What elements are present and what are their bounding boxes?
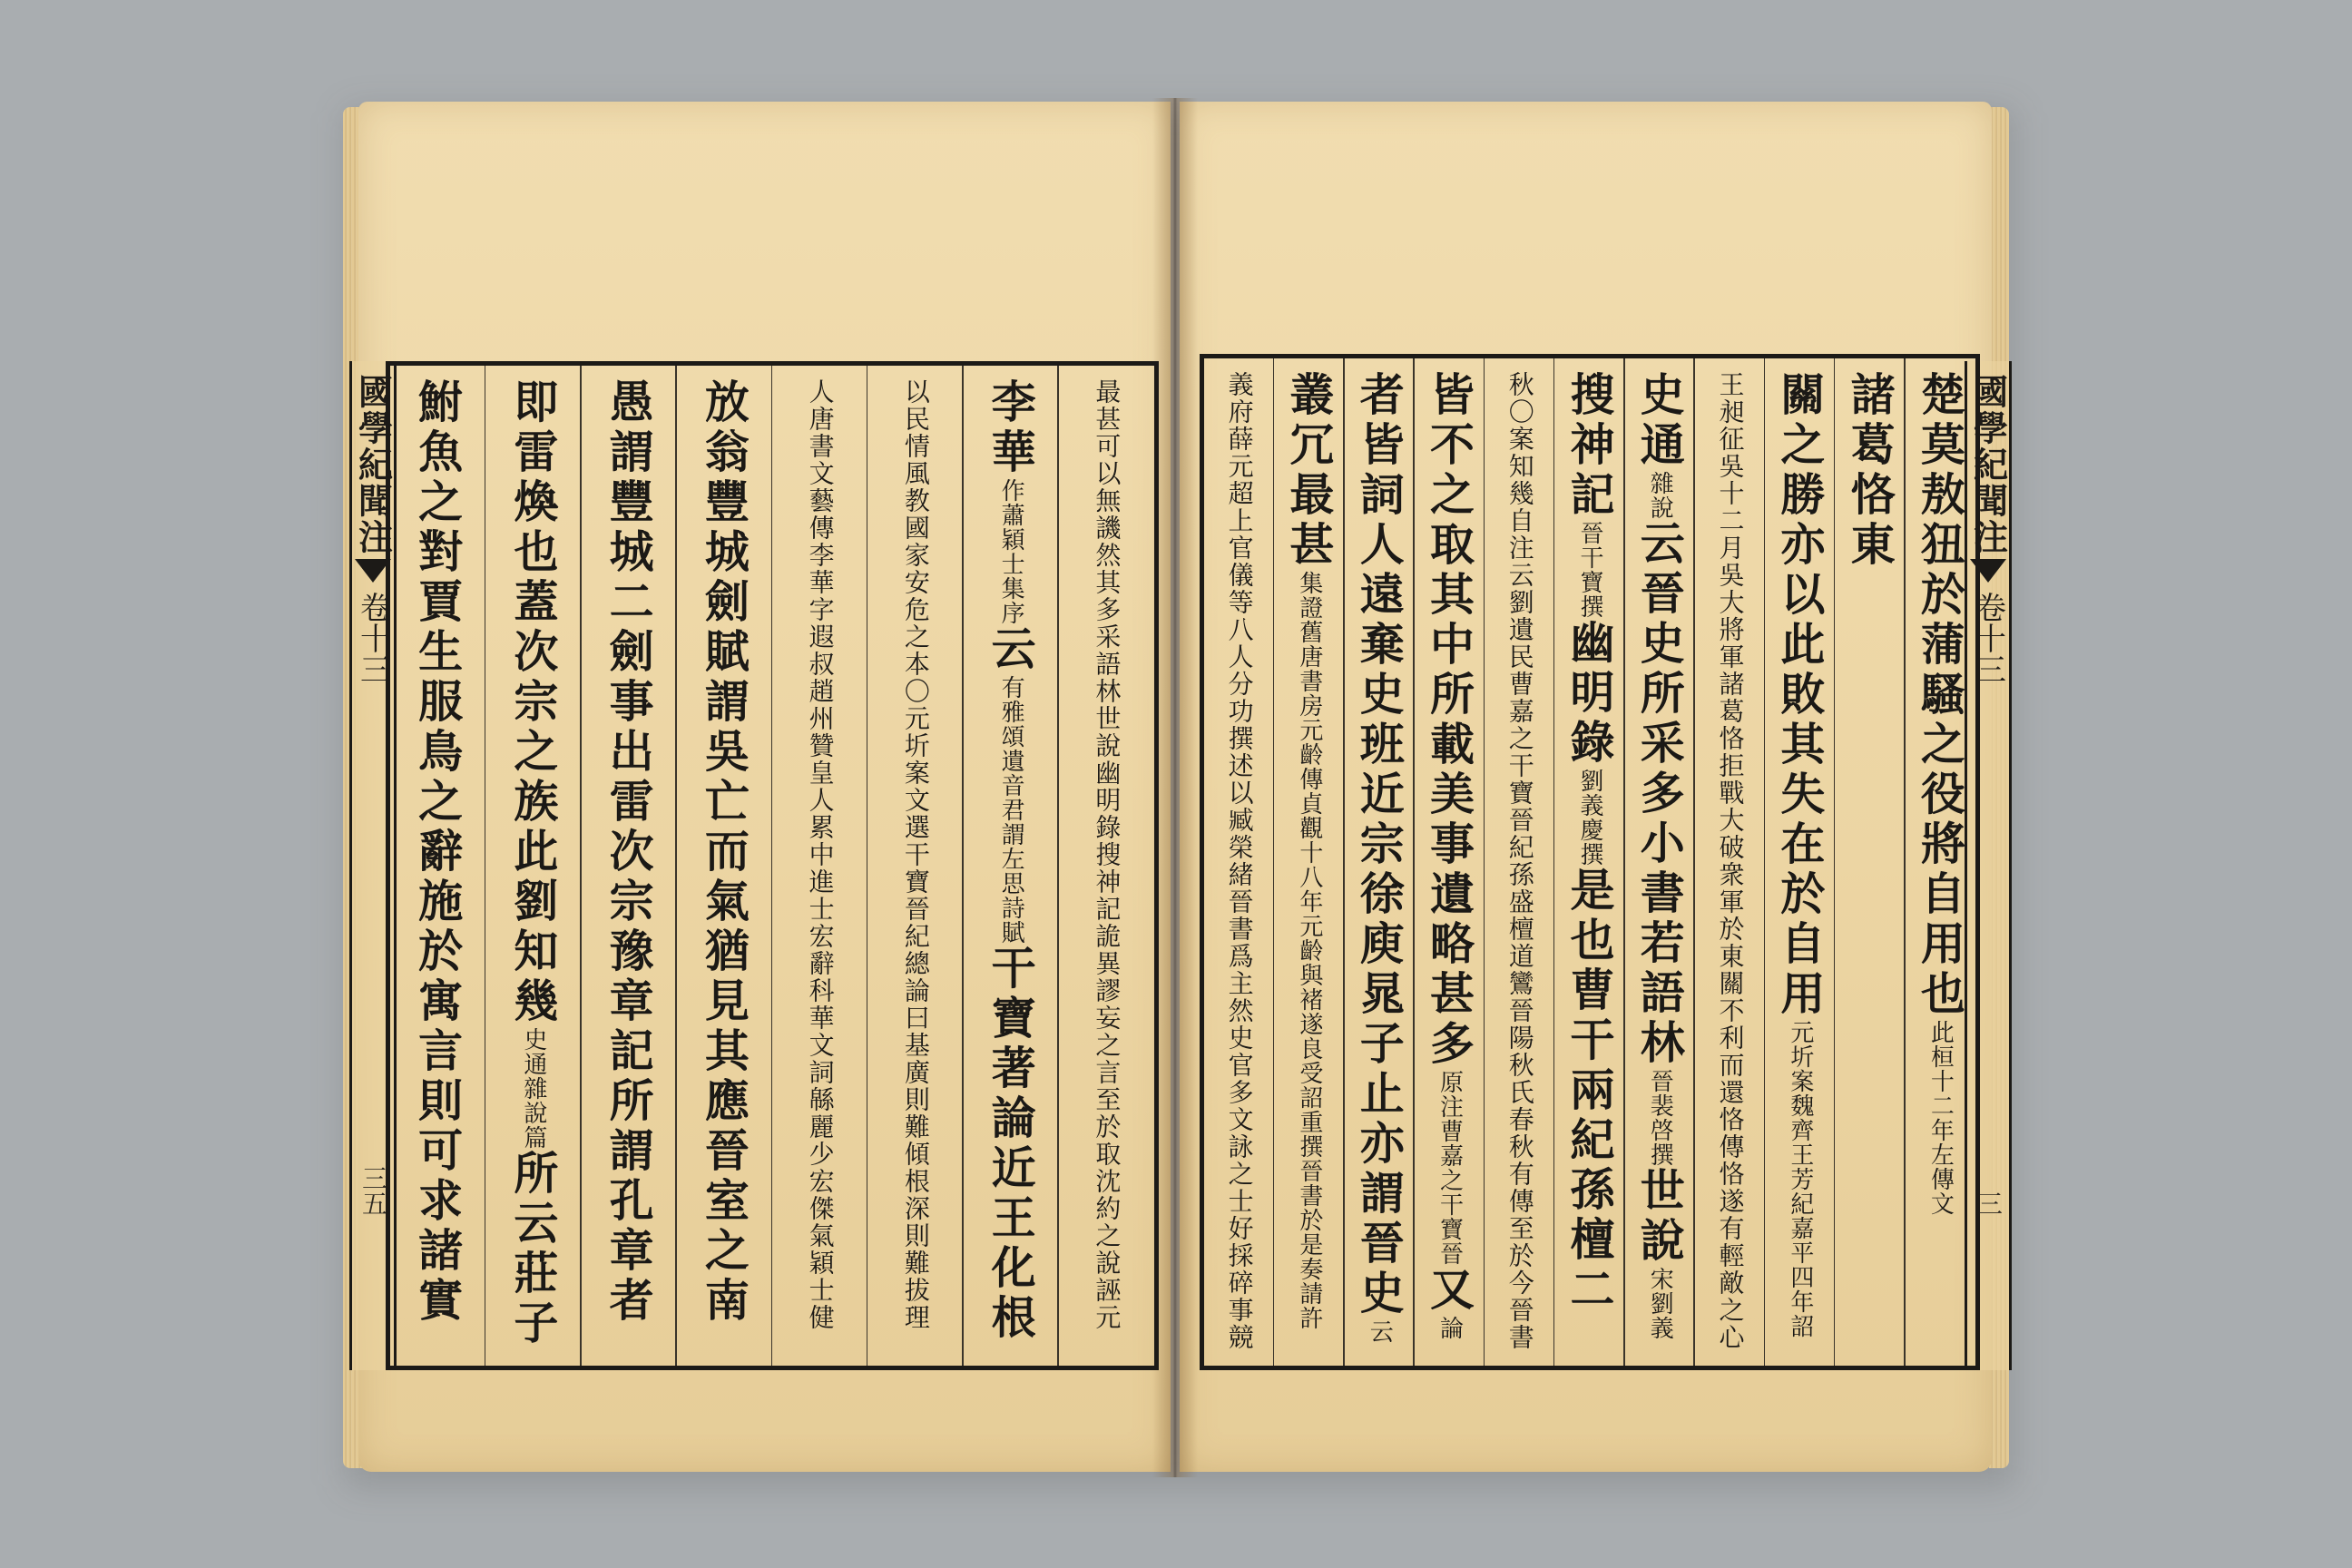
column-rule bbox=[485, 366, 486, 1366]
main-text: 李華 bbox=[985, 378, 1038, 478]
column-rule bbox=[1343, 358, 1345, 1366]
column-rule bbox=[580, 366, 582, 1366]
column-rule bbox=[1834, 358, 1836, 1366]
main-text: 世說 bbox=[1633, 1167, 1687, 1267]
main-text: 楚莫敖狃於蒲騷之役將自用也 bbox=[1914, 371, 1967, 1020]
inline-note: 晉干寶撰 bbox=[1576, 521, 1603, 619]
text-column bbox=[695, 378, 753, 1353]
inline-note: 論 bbox=[1436, 1316, 1464, 1340]
commentary-text: 最甚可以無譏然其多采語林世說幽明錄搜神記詭異謬妄之言至於取沈約之說誣元 bbox=[1092, 378, 1122, 1331]
inline-note: 集證舊唐書房元齡傳貞觀十八年元齡與褚遂良受詔重撰晉書於是奏請許 bbox=[1295, 571, 1323, 1330]
inline-note: 原注曹嘉之干寶晉 bbox=[1436, 1070, 1464, 1266]
text-column bbox=[1077, 378, 1135, 1353]
banxin-title: 國學紀聞注 bbox=[1967, 374, 2009, 555]
text-column bbox=[1280, 371, 1338, 1353]
column-rule bbox=[1057, 366, 1059, 1366]
inline-note: 雜說 bbox=[1646, 471, 1674, 520]
text-column bbox=[1701, 371, 1759, 1353]
main-text: 鮒魚之對賈生服鳥之辭施於寓言則可求諸實 bbox=[411, 378, 465, 1327]
commentary-text: 秋〇案知幾自注云劉遺民曹嘉之干寶晉紀孫盛檀道鸞晉陽秋氏春秋有傳至於今晉書 bbox=[1504, 371, 1535, 1351]
main-text: 者皆詞人遠棄史班近宗徐庾晁子止亦謂晉史 bbox=[1353, 371, 1406, 1319]
main-text: 叢冗最甚 bbox=[1282, 371, 1336, 571]
main-text: 放翁豐城劍賦謂吳亡而氣猶見其應晉室之南 bbox=[698, 378, 751, 1327]
text-column bbox=[1631, 371, 1689, 1353]
inline-note: 作蕭穎士集序 bbox=[997, 478, 1025, 625]
inline-note: 有雅頌遺音君謂左思詩賦 bbox=[997, 675, 1025, 945]
column-rule bbox=[1484, 358, 1485, 1366]
column-rule bbox=[1623, 358, 1625, 1366]
text-column bbox=[1420, 371, 1478, 1353]
commentary-text: 人唐書文藝傳李華字遐叔趙州贊皇人累中進士宏辭科華文詞緜麗少宏傑氣穎士健 bbox=[805, 378, 836, 1331]
inline-note: 晉裴啓撰 bbox=[1646, 1069, 1674, 1167]
text-column bbox=[982, 378, 1040, 1353]
banxin-title: 國學紀聞注 bbox=[352, 374, 394, 555]
text-column bbox=[505, 378, 563, 1353]
main-text: 是也曹干兩紀孫檀二 bbox=[1563, 867, 1616, 1316]
main-text: 史通 bbox=[1633, 371, 1687, 471]
commentary-text: 義府薛元超上官儀等八人分功撰述以臧榮緒晉書爲主然史官多文詠之士好採碎事競 bbox=[1224, 371, 1255, 1351]
text-column bbox=[1771, 371, 1829, 1353]
main-text: 愚謂豐城二劍事出雷次宗豫章記所謂孔章者 bbox=[603, 378, 656, 1327]
column-rule bbox=[1413, 358, 1415, 1366]
text-column bbox=[1911, 371, 1969, 1353]
commentary-text: 以民情風教國家安危之本〇元圻案文選干寶晉紀總論曰基廣則難傾根深則難拔理 bbox=[900, 378, 931, 1331]
column-rule bbox=[1553, 358, 1555, 1366]
text-column bbox=[600, 378, 658, 1353]
column-rule bbox=[1273, 358, 1275, 1366]
column-rule bbox=[867, 366, 868, 1366]
right-text-frame bbox=[1200, 354, 1980, 1370]
banxin-folio: 三 bbox=[1974, 1191, 2004, 1216]
text-column bbox=[409, 378, 467, 1353]
text-column bbox=[1841, 371, 1899, 1353]
text-column bbox=[1350, 371, 1408, 1353]
left-text-frame bbox=[386, 361, 1159, 1370]
main-text: 搜神記 bbox=[1563, 371, 1616, 521]
banxin-juan: 卷十三 bbox=[1969, 592, 2006, 684]
main-text: 干寶著論近王化根 bbox=[985, 945, 1038, 1344]
inline-note: 此桓十二年左傳文 bbox=[1926, 1020, 1955, 1216]
main-text: 云 bbox=[985, 625, 1038, 675]
text-column bbox=[887, 378, 945, 1353]
main-text: 皆不之取其中所載美事遺略甚多 bbox=[1423, 371, 1476, 1070]
main-text: 所云莊子 bbox=[506, 1150, 560, 1349]
main-text: 即雷煥也蓋次宗之族此劉知幾 bbox=[506, 378, 560, 1027]
inline-note: 云 bbox=[1366, 1319, 1394, 1344]
inline-note: 史通雜說篇 bbox=[519, 1027, 547, 1150]
banxin-folio: 三五 bbox=[358, 1165, 388, 1216]
column-rule bbox=[1904, 358, 1906, 1366]
text-column bbox=[1491, 371, 1549, 1353]
main-text: 諸葛恪東 bbox=[1844, 371, 1897, 571]
main-text: 又 bbox=[1423, 1266, 1476, 1316]
main-text: 幽明錄 bbox=[1563, 619, 1616, 769]
commentary-text: 王昶征吳十二月吳大將軍諸葛恪拒戰大破衆軍於東關不利而還恪傳恪遂有輕敵之心 bbox=[1715, 371, 1746, 1351]
text-column bbox=[1561, 371, 1619, 1353]
text-column bbox=[791, 378, 849, 1353]
book-gutter bbox=[1152, 98, 1198, 1477]
main-text: 云晉史所采多小書若語林 bbox=[1633, 520, 1687, 1069]
column-rule bbox=[962, 366, 964, 1366]
column-rule bbox=[675, 366, 677, 1366]
column-rule bbox=[771, 366, 773, 1366]
inline-note: 劉義慶撰 bbox=[1576, 769, 1603, 867]
column-rule bbox=[1693, 358, 1695, 1366]
main-text: 關之勝亦以此敗其失在於自用 bbox=[1773, 371, 1827, 1020]
inline-note: 元圻案魏齊王芳紀嘉平四年詔 bbox=[1786, 1020, 1814, 1338]
inline-note: 宋劉義 bbox=[1646, 1267, 1674, 1340]
banxin-juan: 卷十三 bbox=[354, 592, 391, 684]
text-column bbox=[1210, 371, 1269, 1353]
column-rule bbox=[1764, 358, 1766, 1366]
